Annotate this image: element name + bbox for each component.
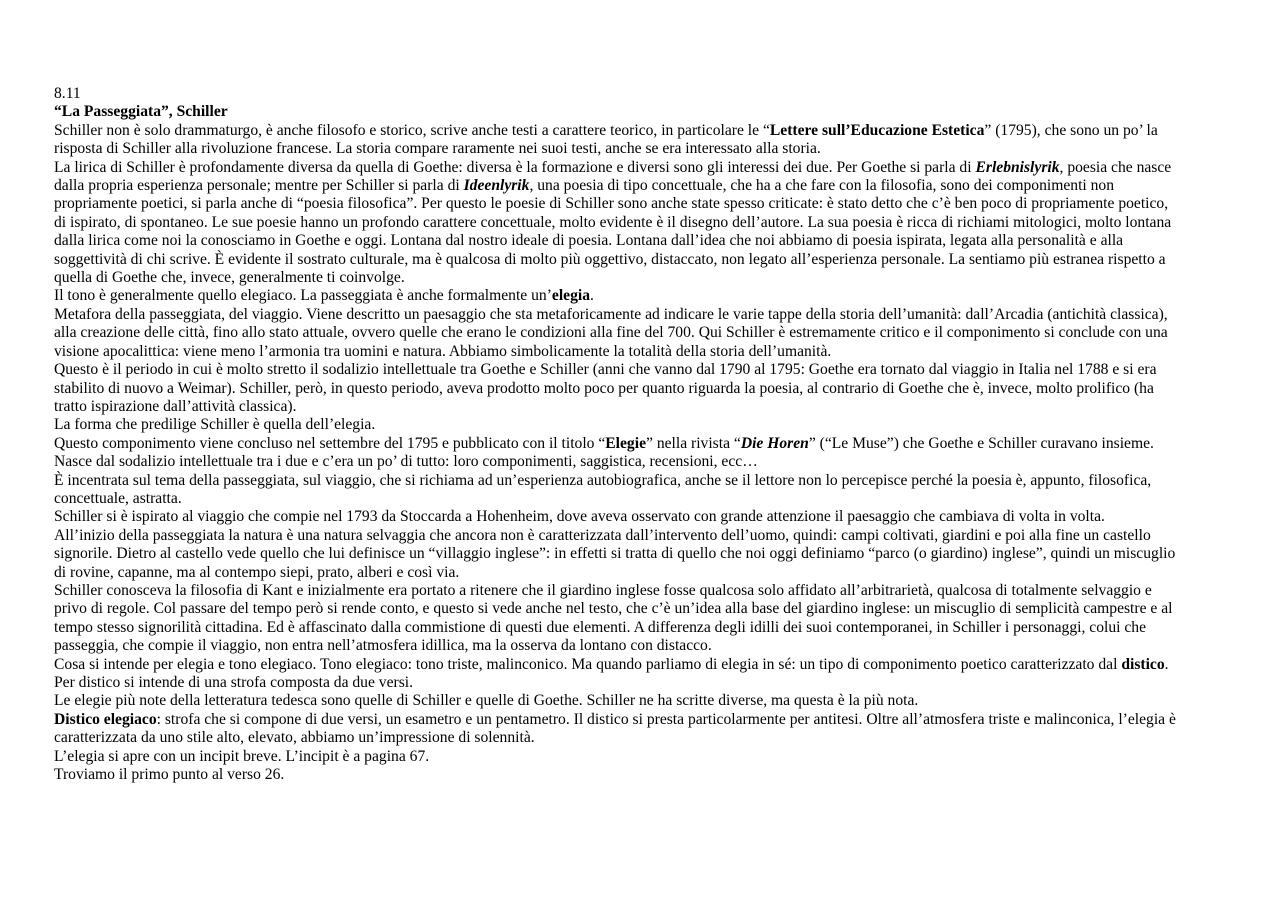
section-number: 8.11	[54, 85, 81, 102]
paragraph	[54, 287, 1180, 305]
bold-italic-text: Die Horen	[740, 434, 809, 452]
paragraph-text: Cosa si intende per elegia e tono elegiaco. Tono elegiaco: tono triste, malinconico. Ma quando parliamo di elegia in sé: un tipo di componimento poetico caratterizzato dal	[54, 655, 1122, 673]
paragraph	[54, 711, 1180, 748]
paragraph: Schiller si è ispirato al viaggio che compie nel 1793 da Stoccarda a Hohenheim, dove aveva osservato con grande attenzione il paesaggio che cambiava di volta in volta.	[54, 508, 1105, 526]
bold-text: elegia	[551, 287, 591, 305]
paragraph-text: ” nella rivista “	[646, 434, 741, 452]
paragraph	[54, 122, 1180, 159]
paragraph-text: ” (1795), che sono un po’ la risposta di Schiller alla rivoluzione francese. La storia compare raramente nei suoi testi, anche se era interessato alla storia.	[54, 121, 1158, 158]
bold-text: distico	[1121, 655, 1165, 673]
paragraph: Troviamo il primo punto al verso 26.	[54, 766, 285, 784]
paragraph: Questo è il periodo in cui è molto stretto il sodalizio intellettuale tra Goethe e Schiller (anni che vanno dal 1790 al 1795: Goethe era tornato dal viaggio in Italia nel 1788 e si era stabilito di nuovo a Weimar). Schiller, però, in questo periodo, aveva prodotto molto poco per quanto riguarda la poesia, al contrario di Goethe che è, invece, molto prolifico (ha tratto ispirazione dall’attività classica).	[54, 361, 1157, 415]
paragraph: Le elegie più note della letteratura tedesca sono quelle di Schiller e quelle di Goethe. Schiller ne ha scritte diverse, ma questa è la più nota.	[54, 692, 919, 710]
paragraph-text: Il tono è generalmente quello elegiaco. La passeggiata è anche formalmente un’	[54, 287, 552, 305]
paragraph	[54, 656, 1180, 693]
paragraph	[54, 435, 1180, 472]
bold-italic-text: Erlebnislyrik	[975, 158, 1060, 176]
paragraph-text: La lirica di Schiller è profondamente diversa da quella di Goethe: diversa è la formazione e diversi sono gli interessi dei due. Per Goethe si parla di	[54, 158, 976, 176]
paragraph-text: , poesia che nasce dalla propria esperienza personale; mentre per Schiller si parla di	[54, 158, 1172, 195]
paragraph-text: . Per distico si intende di una strofa composta da due versi.	[54, 655, 1169, 691]
paragraph: È incentrata sul tema della passeggiata, sul viaggio, che si richiama ad un’esperienza autobiografica, anche se il lettore non lo percepisce perché la poesia è, appunto, filosofica, concettuale, astratta.	[54, 471, 1152, 507]
paragraph: Schiller conosceva la filosofia di Kant e inizialmente era portato a ritenere che il giardino inglese fosse qualcosa solo affidato all’arbitrarietà, qualcosa di totalmente selvaggio e privo di regole. Col passare del tempo però si rende conto, e questo si vede anche nel testo, che c’è un’idea alla base del giardino inglese: un miscuglio di semplicità campestre e al tempo stesso signorilità cittadina. Ed è affascinato dalla commistione di questi due elementi. A differenza degli idilli dei suoi contemporanei, in Schiller i personaggi, colui che passeggia, che compie il viaggio, non entra nell’atmosfera idillica, ma la osserva da lontano con distacco.	[54, 581, 1173, 655]
paragraph-text: : strofa che si compone di due versi, un esametro e un pentametro. Il distico si presta particolarmente per antitesi. Oltre all’atmosfera triste e malinconica, l’elegia è caratterizzata da uno stile alto, elevato, abbiamo un’impressione di solennità.	[54, 710, 1176, 747]
paragraph: La forma che predilige Schiller è quella dell’elegia.	[54, 416, 376, 434]
paragraph: Metafora della passeggiata, del viaggio. Viene descritto un paesaggio che sta metaforicamente ad indicare le varie tappe della storia dell’umanità: dall’Arcadia (antichità classica), alla creazione delle città, fino allo stato attuale, ovvero quelle che erano le condizioni alla fine del 700. Qui Schiller è estremamente critico e il componimento si conclude con una visione apocalittica: viene meno l’armonia tra uomini e natura. Abbiamo simbolicamente la totalità della storia dell’umanità.	[54, 305, 1168, 360]
paragraph-text: , una poesia di tipo concettuale, che ha a che fare con la filosofia, sono dei componimenti non propriamente poetici, si parla anche di “poesia filosofica”. Per questo le poesie di Schiller sono anche state spesso criticate: è stato detto che c’è ben poco di propriamente poetico, di ispirato, di spontaneo. Le sue poesie hanno un profondo carattere concettuale, molto evidente è il disegno dell’autore. La sua poesia è ricca di richiami mitologici, molto lontana dalla lirica come noi la conosciamo in Goethe e oggi. Lontana dal nostro ideale di poesia. Lontana dall’idea che noi abbiamo di poesia ispirata, legata alla personalità e alla soggettività di chi scrive. È evidente il sostrato culturale, ma è qualcosa di molto più oggettivo, distaccato, non legato all’esperienza personale. La sentiamo più estranea rispetto a quella di Goethe che, invece, generalmente ti coinvolge.	[54, 177, 1172, 287]
paragraph: All’inizio della passeggiata la natura è una natura selvaggia che ancora non è caratterizzata dall’intervento dell’uomo, quindi: campi coltivati, giardini e poi alla fine un castello signorile. Dietro al castello vede quello che lui definisce un “villaggio inglese”: in effetti si tratta di quello che noi oggi definiamo “parco (o giardino) inglese”, quindi un miscuglio di rovine, capanne, ma al contempo siepi, prato, alberi e così via.	[54, 526, 1176, 581]
document-page	[54, 85, 1180, 784]
paragraph-text: Schiller non è solo drammaturgo, è anche filosofo e storico, scrive anche testi a carattere teorico, in particolare le “	[54, 121, 770, 139]
document-title: “La Passeggiata”, Schiller	[54, 103, 228, 121]
bold-text: Lettere sull’Educazione Estetica	[769, 121, 985, 139]
paragraph-text: ” (“Le Muse”) che Goethe e Schiller curavano insieme. Nasce dal sodalizio intellettuale tra i due e c’era un po’ di tutto: loro componimenti, saggistica, recensioni, ecc…	[54, 434, 1154, 471]
paragraph: L’elegia si apre con un incipit breve. L’incipit è a pagina 67.	[54, 747, 430, 765]
paragraph-text: Questo componimento viene concluso nel settembre del 1795 e pubblicato con il titolo “	[54, 434, 606, 452]
paragraph-text: .	[590, 287, 594, 305]
bold-text: Elegie	[605, 434, 646, 452]
bold-italic-text: Ideenlyrik	[463, 177, 530, 195]
bold-text: Distico elegiaco	[54, 710, 157, 728]
paragraph	[54, 159, 1180, 288]
